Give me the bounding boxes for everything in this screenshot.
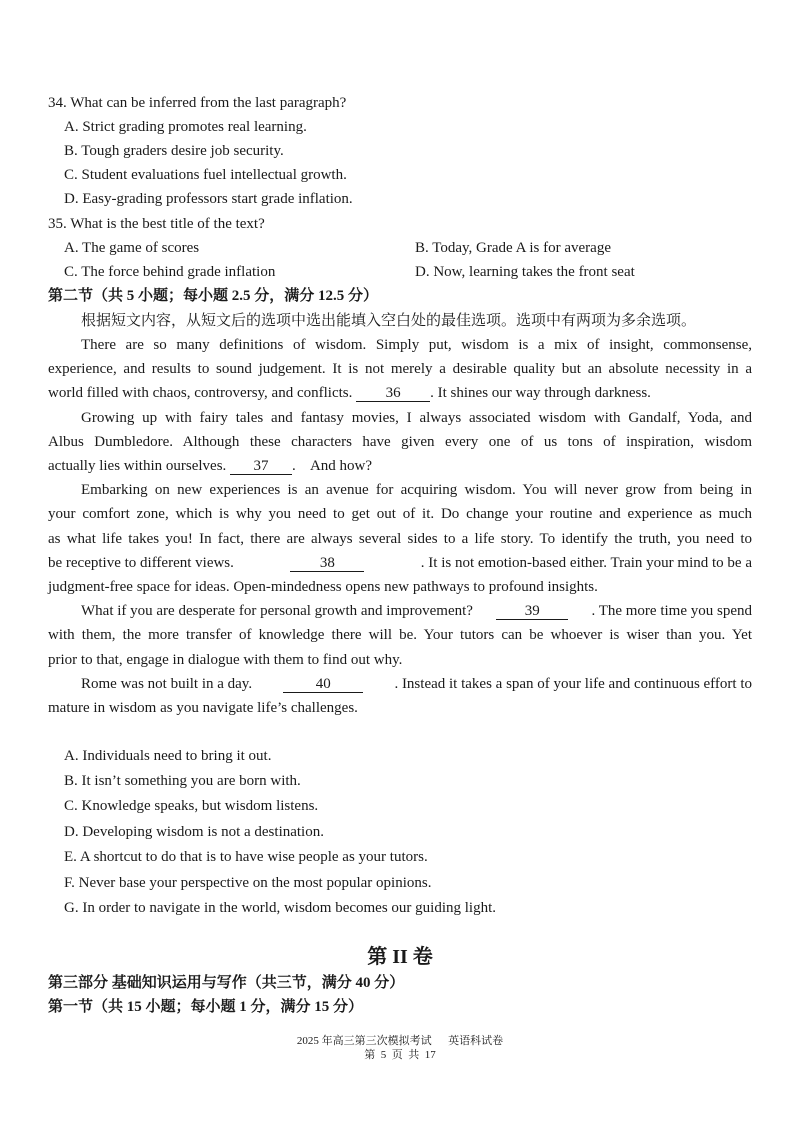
answer-option-a: A. Individuals need to bring it out. <box>64 748 272 764</box>
answer-option-c: C. Knowledge speaks, but wisdom listens. <box>64 798 319 814</box>
answer-option-e: E. A shortcut to do that is to have wise people as your tutors. <box>64 849 428 865</box>
answer-option-g: G. In order to navigate in the world, wisdom becomes our guiding light. <box>64 900 497 916</box>
question-34-option-d: D. Easy-grading professors start grade inflation. <box>64 191 353 207</box>
passage-p1-line2: experience, and results to sound judgement. It is not merely a desirable quality but an absolute necessity in a <box>48 361 752 377</box>
passage-p5-line2: mature in wisdom as you navigate life’s challenges. <box>48 700 358 716</box>
passage-p4-line1: What if you are desperate for personal growth and improvement? 39 . The more time you spend <box>81 603 752 619</box>
question-34-option-c: C. Student evaluations fuel intellectual growth. <box>64 167 347 183</box>
section2-heading: 第二节（共 5 小题；每小题 2.5 分，满分 12.5 分） <box>48 288 379 304</box>
blank-36: 36 <box>356 385 430 402</box>
passage-p2-line1: Growing up with fairy tales and fantasy movies, I always associated wisdom with Gandalf, Yoda, and <box>81 410 752 426</box>
blank-39: 39 <box>496 603 568 620</box>
passage-p4-line3: prior to that, engage in dialogue with them to find out why. <box>48 652 403 668</box>
part3-section1-heading: 第一节（共 15 小题；每小题 1 分，满分 15 分） <box>48 999 364 1015</box>
blank-38: 38 <box>290 555 364 572</box>
question-35-option-d: D. Now, learning takes the front seat <box>415 264 635 280</box>
passage-p3-line5: judgment-free space for ideas. Open-mindedness opens new pathways to profound insights. <box>48 579 598 595</box>
section2-instruction: 根据短文内容，从短文后的选项中选出能填入空白处的最佳选项。选项中有两项为多余选项。 <box>81 313 697 329</box>
passage-p3-line3: as what life takes you! In fact, there are always several sides to a life story. To identify the truth, you need to <box>48 531 752 547</box>
footer-exam-title: 2025 年高三第三次模拟考试 英语科试卷 <box>296 1035 504 1047</box>
passage-p1-line3: world filled with chaos, controversy, and conflicts. 36 . It shines our way through darkness. <box>48 385 651 401</box>
part3-heading: 第三部分 基础知识运用与写作（共三节，满分 40 分） <box>48 975 405 991</box>
footer-page-number: 第 5 页 共 17 <box>364 1049 436 1061</box>
passage-p3-line1: Embarking on new experiences is an avenue for acquiring wisdom. You will never grow from being in <box>81 482 752 498</box>
question-34-stem: 34. What can be inferred from the last paragraph? <box>48 95 347 111</box>
passage-p2-line2: Albus Dumbledore. Although these characters have given every one of us tons of inspiration, wisdom <box>48 434 752 450</box>
volume2-title: 第 II 卷 <box>367 946 433 968</box>
passage-p4-line2: with them, the more transfer of knowledge there will be. Your tutors can be whoever is wiser than you. Yet <box>48 627 752 643</box>
passage-p1-line1: There are so many definitions of wisdom. Simply put, wisdom is a mix of insight, commonsense, <box>81 337 752 353</box>
answer-option-f: F. Never base your perspective on the most popular opinions. <box>64 875 432 891</box>
question-34-option-a: A. Strict grading promotes real learning. <box>64 119 307 135</box>
answer-option-b: B. It isn’t something you are born with. <box>64 773 301 789</box>
question-34-option-b: B. Tough graders desire job security. <box>64 143 284 159</box>
passage-p5-line1: Rome was not built in a day. 40 . Instead it takes a span of your life and continuous effort to <box>81 676 752 692</box>
question-35-option-a: A. The game of scores <box>64 240 200 256</box>
question-35-stem: 35. What is the best title of the text? <box>48 216 265 232</box>
blank-40: 40 <box>283 676 363 693</box>
answer-option-d: D. Developing wisdom is not a destination. <box>64 824 324 840</box>
passage-p2-line3: actually lies within ourselves. 37 . And how? <box>48 458 373 474</box>
passage-p3-line2: your comfort zone, which is why you need to get out of it. Do change your routine and experience as much <box>48 506 752 522</box>
passage-p3-line4: be receptive to different views. 38 . It is not emotion-based either. Train your mind to be a <box>48 555 752 571</box>
blank-37: 37 <box>230 458 292 475</box>
question-35-option-b: B. Today, Grade A is for average <box>415 240 611 256</box>
question-35-option-c: C. The force behind grade inflation <box>64 264 276 280</box>
